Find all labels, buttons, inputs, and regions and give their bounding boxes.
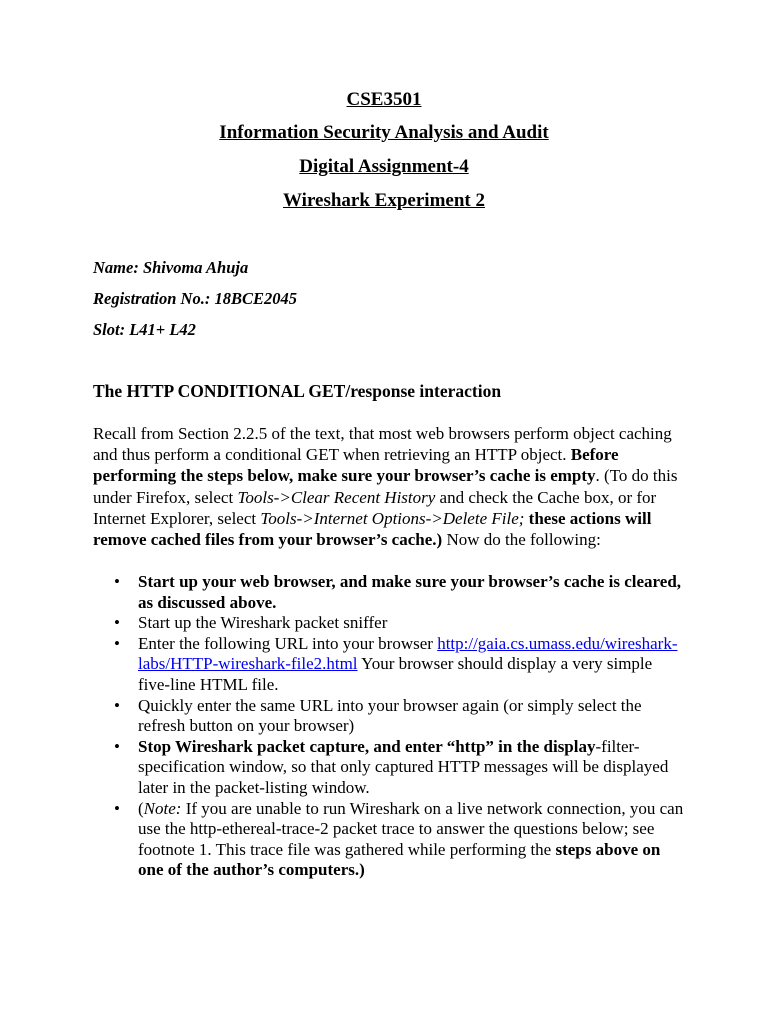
intro-cache-warning: Before performing the steps below, make sure your browser’s cache is empty bbox=[93, 445, 619, 486]
intro-text-3: and check the Cache box, or for Internet Explorer, select bbox=[93, 487, 657, 528]
step-6-text-bold: steps above on one of the author’s computers.) bbox=[138, 839, 661, 880]
list-item bbox=[114, 634, 684, 696]
bullet-icon: • bbox=[114, 695, 120, 715]
registration-number: Registration No.: 18BCE2045 bbox=[93, 289, 297, 308]
firefox-menu-path: Tools->Clear Recent History bbox=[237, 487, 436, 507]
step-5-text: -filter-specification window, so that only captured HTTP messages will be displayed later in the packet-listing window. bbox=[138, 736, 669, 797]
list-item bbox=[114, 799, 684, 881]
slot: Slot: L41+ L42 bbox=[93, 320, 196, 339]
step-6-note-label: Note: bbox=[143, 798, 182, 818]
intro-paragraph bbox=[93, 423, 683, 550]
step-6-open-paren: ( bbox=[138, 798, 144, 818]
course-title: Information Security Analysis and Audit bbox=[219, 122, 549, 143]
intro-period: . bbox=[595, 466, 600, 486]
bullet-icon: • bbox=[114, 613, 120, 633]
bullet-icon: • bbox=[114, 798, 120, 818]
step-1-text: Start up your web browser, and make sure your browser’s cache is cleared, as discussed above. bbox=[138, 572, 682, 612]
intro-text-1: Recall from Section 2.2.5 of the text, that most web browsers perform object caching and thus perform a conditional GET when retrieving an HTTP object. bbox=[93, 424, 672, 465]
wireshark-file-link[interactable]: http://gaia.cs.umass.edu/wireshark-labs/HTTP-wireshark-file2.html bbox=[138, 633, 678, 674]
steps-list bbox=[114, 572, 684, 881]
bullet-icon: • bbox=[114, 736, 120, 756]
list-item bbox=[114, 572, 684, 613]
step-3-text: Enter the following URL into your browser bbox=[138, 633, 433, 653]
ie-menu-path: Tools->Internet Options->Delete File; bbox=[260, 508, 525, 528]
bullet-icon: • bbox=[114, 572, 120, 591]
section-title: The HTTP CONDITIONAL GET/response interaction bbox=[93, 381, 502, 401]
list-item bbox=[114, 737, 684, 799]
assignment-title: Digital Assignment-4 bbox=[299, 156, 469, 177]
step-6-text: If you are unable to run Wireshark on a live network connection, you can use the http-ethereal-trace-2 packet trace to answer the questions below; see footnote 1. This trace file was gathered while performing the bbox=[138, 798, 684, 859]
intro-text-2: (To do this under Firefox, select bbox=[93, 466, 678, 507]
list-item bbox=[114, 613, 684, 634]
list-item bbox=[114, 696, 684, 737]
student-name: Name: Shivoma Ahuja bbox=[93, 258, 249, 277]
step-3-text-tail: Your browser should display a very simple five-line HTML file. bbox=[138, 654, 653, 694]
intro-cache-note: these actions will remove cached files from your browser’s cache.) bbox=[93, 508, 652, 550]
bullet-icon: • bbox=[114, 633, 120, 653]
intro-text-4: Now do the following: bbox=[446, 530, 601, 550]
step-2-text: Start up the Wireshark packet sniffer bbox=[138, 613, 388, 633]
experiment-title: Wireshark Experiment 2 bbox=[283, 190, 485, 211]
step-4-text: Quickly enter the same URL into your browser again (or simply select the refresh button on your browser) bbox=[138, 695, 642, 736]
course-code: CSE3501 bbox=[346, 89, 422, 110]
step-5-text-bold: Stop Wireshark packet capture, and enter “http” in the display bbox=[138, 736, 596, 756]
